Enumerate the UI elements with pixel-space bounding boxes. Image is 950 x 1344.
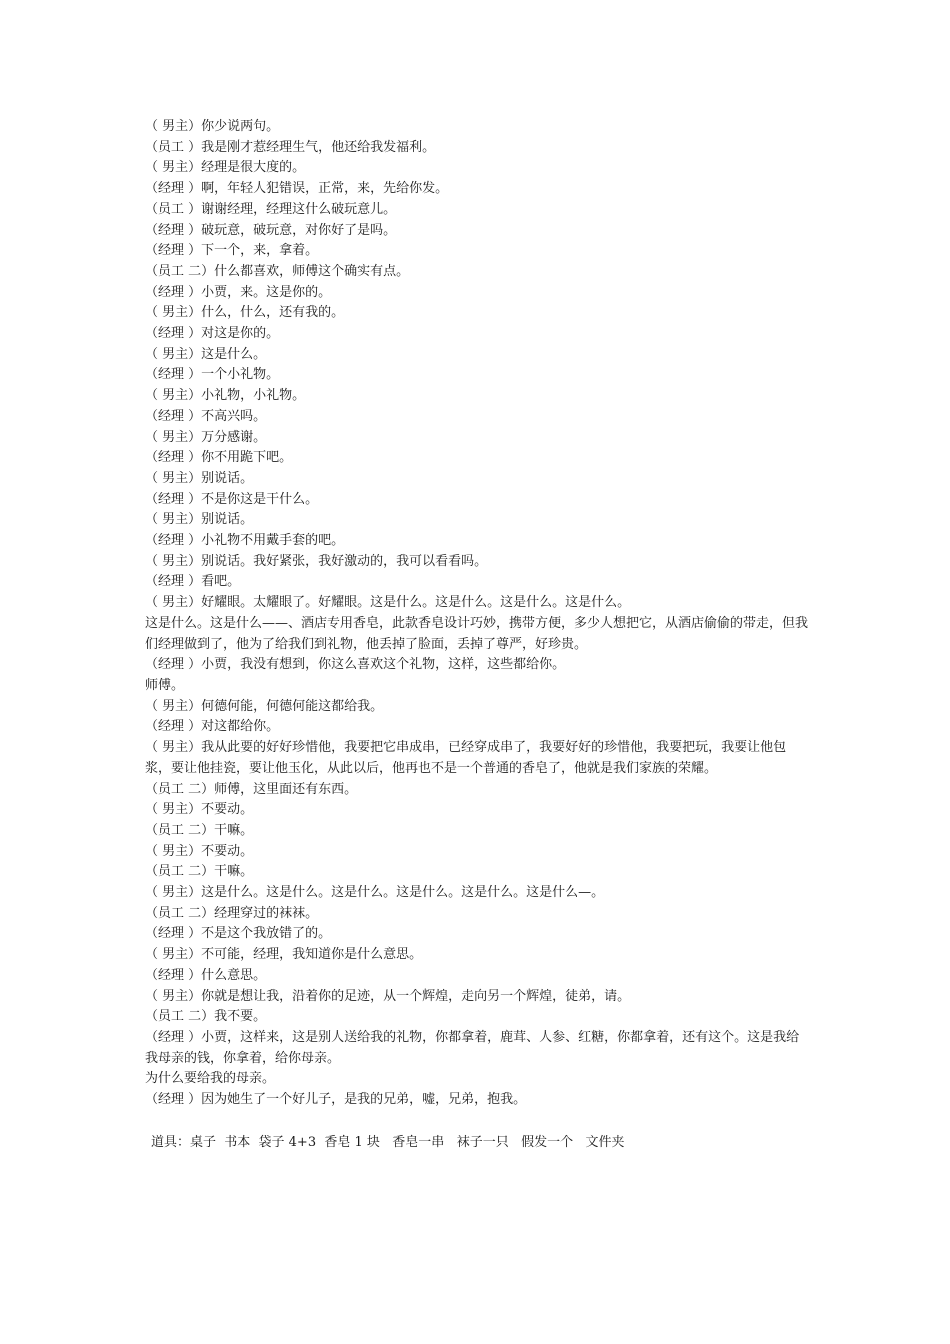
- dialogue-line: （员工 二）我不要。: [145, 1009, 267, 1025]
- dialogue-line: （ 男主）不可能，经理，我知道你是什么意思。: [145, 947, 423, 963]
- dialogue-line: （经理 ）小贾，来。这是你的。: [145, 284, 332, 300]
- dialogue-line: （员工 二）经理穿过的袜袜。: [145, 905, 319, 921]
- dialogue-line: （经理 ）对这是你的。: [145, 326, 280, 342]
- dialogue-line: （经理 ）你不用跪下吧。: [145, 450, 293, 466]
- props-list: 道具：桌子 书本 袋子 4+3 香皂 1 块 香皂一串 袜子一只 假发一个 文件夹: [151, 1135, 625, 1150]
- dialogue-line: （员工 二）干嘛。: [145, 822, 254, 838]
- dialogue-line: （ 男主）你就是想让我，沿着你的足迹，从一个辉煌，走向另一个辉煌，徒弟，请。: [145, 988, 631, 1004]
- dialogue-line: （经理 ）对这都给你。: [145, 719, 280, 735]
- dialogue-line: （员工 二）什么都喜欢，师傅这个确实有点。: [145, 263, 410, 279]
- dialogue-line: （ 男主）我从此要的好好珍惜他，我要把它串成串，已经穿成串了，我要好好的珍惜他，我要把玩，我要让他包浆，要让他挂瓷，要让他玉化，从此以后，他再也不是一个普通的香皂了，他就是我们家族的荣耀。: [145, 740, 787, 776]
- dialogue-line: （员工 ）谢谢经理，经理这什么破玩意儿。: [145, 201, 397, 217]
- dialogue-line: （经理 ）不高兴吗。: [145, 408, 267, 424]
- dialogue-line: （经理 ）小贾，我没有想到，你这么喜欢这个礼物，这样，这些都给你。: [145, 657, 566, 673]
- dialogue-line: （经理 ）啊，年轻人犯错误，正常，来，先给你发。: [145, 181, 449, 197]
- dialogue-line: （ 男主）你少说两句。: [145, 119, 280, 134]
- dialogue-line: （经理 ）因为她生了一个好儿子，是我的兄弟，嘘，兄弟，抱我。: [145, 1092, 527, 1108]
- dialogue-line: 为什么要给我的母亲。: [145, 1071, 276, 1087]
- dialogue-line: （经理 ）小贾，这样来，这是别人送给我的礼物，你都拿着，鹿茸、人参、红糖，你都拿着，还有这个。这是我给我母亲的钱，你拿着，给你母亲。: [145, 1029, 800, 1066]
- dialogue-line: （经理 ）不是这个我放错了的。: [145, 926, 332, 942]
- dialogue-line: （经理 ）看吧。: [145, 574, 241, 590]
- dialogue-line: （ 男主）好耀眼。太耀眼了。好耀眼。这是什么。这是什么。这是什么。这是什么。: [145, 595, 631, 611]
- dialogue-line: （ 男主）小礼物，小礼物。: [145, 388, 306, 404]
- dialogue-line: （经理 ）什么意思。: [145, 967, 267, 983]
- dialogue-line: （ 男主）别说话。: [145, 512, 254, 528]
- script-body: [145, 117, 810, 1111]
- dialogue-line: （ 男主）何德何能，何德何能这都给我。: [145, 698, 384, 714]
- dialogue-line: （ 男主）不要动。: [145, 802, 254, 818]
- dialogue-line: （经理 ）不是你这是干什么。: [145, 491, 319, 507]
- dialogue-line: 师傅。: [145, 677, 185, 693]
- dialogue-line: （经理 ）小礼物不用戴手套的吧。: [145, 533, 345, 549]
- dialogue-line: （ 男主）不要动。: [145, 843, 254, 859]
- dialogue-line: （ 男主）这是什么。: [145, 346, 267, 362]
- dialogue-line: （ 男主）经理是很大度的。: [145, 160, 306, 176]
- dialogue-line: （ 男主）这是什么。这是什么。这是什么。这是什么。这是什么。这是什么—。: [145, 885, 605, 901]
- dialogue-line: （ 男主）别说话。我好紧张，我好激动的，我可以看看吗。: [145, 553, 488, 569]
- dialogue-line: （经理 ）下一个，来，拿着。: [145, 243, 319, 259]
- dialogue-line: （ 男主）什么，什么，还有我的。: [145, 305, 345, 321]
- dialogue-line: （ 男主）万分感谢。: [145, 429, 267, 445]
- dialogue-line: （经理 ）破玩意，破玩意，对你好了是吗。: [145, 222, 397, 238]
- dialogue-line: （员工 二）干嘛。: [145, 864, 254, 880]
- dialogue-line: 这是什么。这是什么——、酒店专用香皂，此款香皂设计巧妙，携带方便，多少人想把它，从酒店偷偷的带走，但我们经理做到了，他为了给我们到礼物，他丢掉了脸面，丢掉了尊严，好珍贵。: [145, 615, 809, 652]
- dialogue-line: （员工 ）我是刚才惹经理生气，他还给我发福利。: [145, 139, 436, 155]
- dialogue-line: （ 男主）别说话。: [145, 470, 254, 486]
- dialogue-line: （经理 ）一个小礼物。: [145, 367, 280, 383]
- dialogue-line: （员工 二）师傅，这里面还有东西。: [145, 781, 358, 797]
